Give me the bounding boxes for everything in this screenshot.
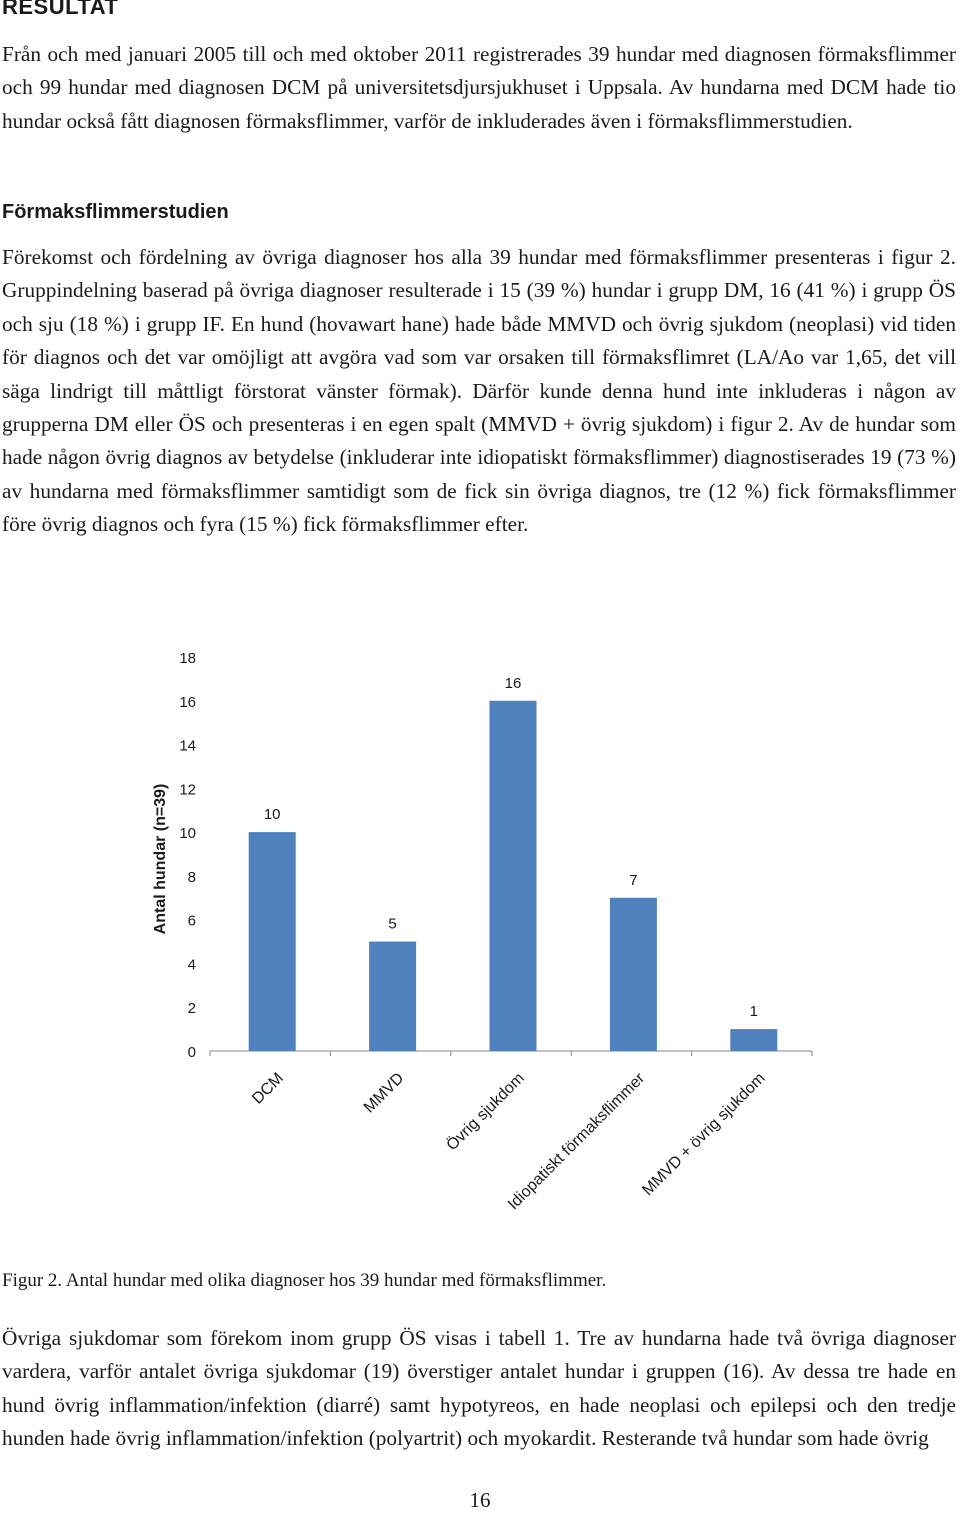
paragraph-intro: Från och med januari 2005 till och med oktober 2011 registrerades 39 hundar med diagnosen förmaksflimmer och 99 hundar med diagnosen DCM på universitetsdjursjukhuset i Uppsala. Av hundarna med DCM hade tio hundar också fått diagnosen förmaksflimmer, varför de inkluderades även i förmaksflimmerstudien. <box>2 42 956 133</box>
y-tick-label: 6 <box>187 912 196 930</box>
bar <box>490 701 537 1051</box>
paragraph-results: Förekomst och fördelning av övriga diagnoser hos alla 39 hundar med förmaksflimmer presenteras i figur 2. Gruppindelning baserad på övriga diagnoser resulterade i 15 (39 %) hundar i grupp DM, 16 (41 %) i grupp ÖS och sju (18 %) i grupp IF. En hund (hovawart hane) hade både MMVD och övrig sjukdom (neoplasi) vid tiden för diagnos och det var omöjligt att avgöra vad som var orsaken till förmaksflimret (LA/Ao var 1,65, det vill säga lindrigt till måttligt förstorat vänster förmak). Därför kunde denna hund inte inkluderas i någon av grupperna DM eller ÖS och presenteras i en egen spalt (MMVD + övrig sjukdom) i figur 2. Av de hundar som hade någon övrig diagnos av betydelse (inkluderar inte idiopatiskt förmaksflimmer) diagnostiserades 19 (73 %) av hundarna med förmaksflimmer samtidigt som de fick sin övriga diagnos, tre (12 %) fick förmaksflimmer före övrig diagnos och fyra (15 %) fick förmaksflimmer efter. <box>2 245 956 537</box>
bar <box>249 832 296 1051</box>
bar-chart <box>0 630 960 1245</box>
page-number: 16 <box>469 1488 491 1512</box>
y-tick-label: 0 <box>187 1044 196 1061</box>
data-label: 1 <box>749 1003 758 1021</box>
y-tick-label: 4 <box>187 956 196 974</box>
figure-caption: Figur 2. Antal hundar med olika diagnoser hos 39 hundar med förmaksflimmer. <box>2 1270 607 1291</box>
data-label: 5 <box>388 915 397 933</box>
bar <box>610 898 657 1051</box>
x-category-label: Idiopatiskt förmaksflimmer <box>504 1069 649 1214</box>
bar <box>730 1029 777 1051</box>
y-tick-label: 18 <box>179 650 196 667</box>
data-label: 7 <box>629 871 638 889</box>
x-category-label: MMVD + övrig sjukdom <box>639 1069 769 1200</box>
x-category-label: DCM <box>249 1069 288 1108</box>
paragraph-continuation: Övriga sjukdomar som förekom inom grupp ÖS visas i tabell 1. Tre av hundarna hade två övriga diagnoser vardera, varför antalet övriga sjukdomar (19) överstiger antalet hundar i gruppen (16). Av dessa tre hade en hund övrig inflammation/infektion (diarré) samt hypotyreos, en hade neoplasi och epilepsi och den tredje hunden hade övrig inflammation/infektion (polyartrit) och myokardit. Resterande två hundar som hade övrig <box>2 1326 956 1451</box>
y-tick-label: 2 <box>187 1000 196 1018</box>
section-heading: RESULTAT <box>2 0 119 19</box>
x-category-label: MMVD <box>360 1069 408 1117</box>
y-tick-label: 16 <box>179 693 196 711</box>
y-tick-label: 14 <box>179 737 196 755</box>
data-label: 10 <box>263 806 281 824</box>
y-tick-label: 8 <box>187 868 196 886</box>
data-label: 16 <box>504 674 522 692</box>
y-tick-label: 10 <box>179 825 196 843</box>
y-axis-label: Antal hundar (n=39) <box>152 783 169 935</box>
subsection-heading: Förmaksflimmerstudien <box>2 201 229 223</box>
y-tick-label: 12 <box>179 781 196 799</box>
x-category-label: Övrig sjukdom <box>443 1069 528 1155</box>
bar <box>369 942 416 1051</box>
